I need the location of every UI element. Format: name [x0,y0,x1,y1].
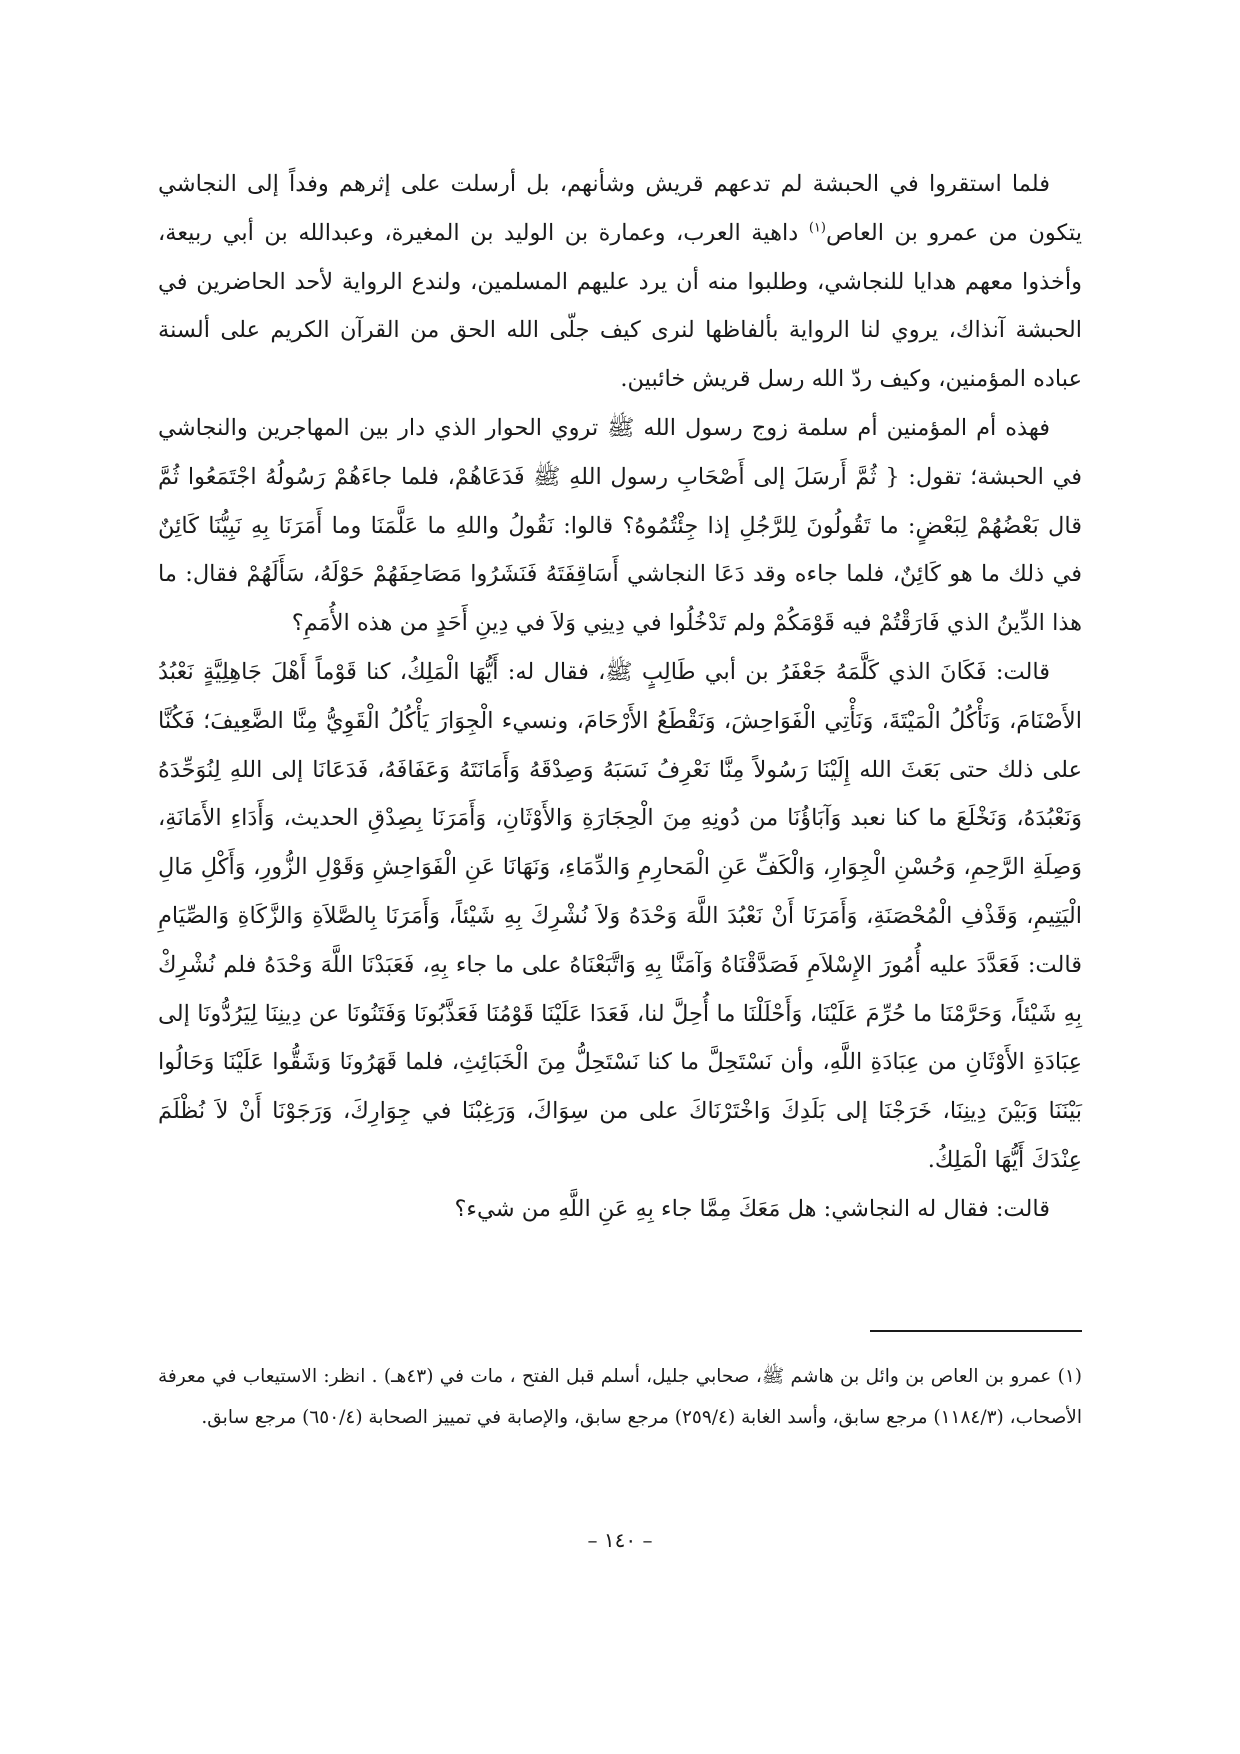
page-number: – ١٤٠ – [587,1528,653,1552]
footnote-reference: (١) [808,220,826,236]
paragraph-1 [158,160,1082,404]
paragraph-2: فهذه أم المؤمنين أم سلمة زوج رسول الله ﷺ تروي الحوار الذي دار بين المهاجرين والنجاشي في الحبشة؛ تقول: { ثُمَّ أَرسَلَ إلى أَصْحَابِ رسول اللهِ ﷺ فَدَعَاهُمْ، فلما جاءَهُمْ رَسُولُهُ اجْتَمَعُوا ثُمَّ قال بَعْضُهُمْ لِبَعْضٍ: ما تَقُولُونَ لِلرَّجُلِ إذا جِئْتُمُوهُ؟ قالوا: نَقُولُ واللهِ ما عَلَّمَنَا وما أَمَرَنَا بِهِ نَبِيُّنَا كَائِنٌ في ذلك ما هو كَائِنٌ، فلما جاءه وقد دَعَا النجاشي أَسَاقِفَتَهُ فَنَشَرُوا مَصَاحِفَهُمْ حَوْلَهُ، سَأَلَهُمْ فقال: ما هذا الدِّينُ الذي فَارَقْتُمْ فيه قَوْمَكُمْ ولم تَدْخُلُوا في دِينِي وَلاَ في دِينِ أَحَدٍ من هذه الأُمَمِ؟ [158,414,1082,637]
paragraph-3: قالت: فَكَانَ الذي كَلَّمَهُ جَعْفَرُ بن أبي طَالِبٍ ﷺ، فقال له: أَيُّهَا الْمَلِكُ، كنا قَوْماً أَهْلَ جَاهِلِيَّةٍ نَعْبُدُ الأَصْنَامَ، وَنَأْكُلُ الْمَيْتَةَ، وَنَأْتِي الْفَوَاحِشَ، وَنَقْطَعُ الأَرْحَامَ، ونسيء الْجِوَارَ يَأْكُلُ الْقَوِيُّ مِنَّا الضَّعِيفَ؛ فَكُنَّا على ذلك حتى بَعَثَ الله إِلَيْنَا رَسُولاً مِنَّا نَعْرِفُ نَسَبَهُ وَصِدْقَهُ وَأَمَانَتَهُ وَعَفَافَهُ، فَدَعَانَا إلى اللهِ لِنُوَحِّدَهُ وَنَعْبُدَهُ، وَنَخْلَعَ ما كنا نعبد وَآبَاؤُنَا من دُونِهِ مِنَ الْحِجَارَةِ وَالأَوْثَانِ، وَأَمَرَنَا بِصِدْقِ الحديث، وَأَدَاءِ الأَمَانَةِ، وَصِلَةِ الرَّحِمِ، وَحُسْنِ الْجِوَارِ، وَالْكَفِّ عَنِ الْمَحارِمِ وَالدِّمَاءِ، وَنَهَانَا عَنِ الْفَوَاحِشِ وَقَوْلِ الزُّورِ، وَأَكْلِ مَالِ الْيَتِيمِ، وَقَذْفِ الْمُحْصَنَةِ، وَأَمَرَنَا أَنْ نَعْبُدَ اللَّهَ وَحْدَهُ وَلاَ نُشْرِكَ بِهِ شَيْئاً، وَأَمَرَنَا بِالصَّلاَةِ وَالزَّكَاةِ وَالصِّيَامِ قالت: فَعَدَّدَ عليه أُمُورَ الإِسْلاَمِ فَصَدَّقْنَاهُ وَآمَنَّا بِهِ وَاتَّبَعْنَاهُ على ما جاء بِهِ، فَعَبَدْنَا اللَّهَ وَحْدَهُ فلم نُشْرِكْ بِهِ شَيْئاً، وَحَرَّمْنَا ما حُرِّمَ عَلَيْنَا، وَأَحْلَلْنَا ما أُحِلَّ لنا، فَعَدَا عَلَيْنَا قَوْمُنَا فَعَذَّبُونَا وَفَتَنُونَا عن دِينِنَا لِيَرُدُّونَا إلى عِبَادَةِ الأَوْثَانِ من عِبَادَةِ اللَّهِ، وأن نَسْتَحِلَّ ما كنا نَسْتَحِلُّ مِنَ الْخَبَائِثِ، فلما قَهَرُونَا وَشَقُّوا عَلَيْنَا وَحَالُوا بَيْنَنَا وَبَيْنَ دِينِنَا، خَرَجْنَا إلى بَلَدِكَ وَاخْتَرْنَاكَ على من سِوَاكَ، وَرَغِبْنَا في جِوَارِكَ، وَرَجَوْنَا أَنْ لاَ نُظْلَمَ عِنْدَكَ أَيُّهَا الْمَلِكُ. [158,658,1082,1173]
footnote-1: (١) عمرو بن العاص بن وائل بن هاشم ﷺ، صحابي جليل، أسلم قبل الفتح ، مات في (٤٣هـ) . انظر: الاستيعاب في معرفة الأصحاب، (١١٨٤/٣) مرجع سابق، وأسد الغابة (٢٥٩/٤) مرجع سابق، والإصابة في تمييز الصحابة (٦٥٠/٤) مرجع سابق. [158,1366,1083,1428]
paragraph-1-text-end: داهية العرب، وعمارة بن الوليد بن المغيرة، وعبدالله بن أبي ربيعة، وأخذوا معهم هدايا للنجاشي، وطلبوا منه أن يرد عليهم المسلمين، ولندع الرواية لأحد الحاضرين في الحبشة آنذاك، يروي لنا الرواية بألفاظها لنرى كيف جلّى الله الحق من القرآن الكريم على ألسنة عباده المؤمنين، وكيف ردّ الله رسل قريش خائبين. [158,219,1082,393]
body-text [158,160,1082,1234]
paragraph-4: قالت: فقال له النجاشي: هل مَعَكَ مِمَّا جاء بِهِ عَنِ اللَّهِ من شيء؟ [454,1195,1050,1222]
footnote-divider [870,1330,1082,1332]
paragraph-1-text-start: فلما استقروا في الحبشة لم تدعهم قريش وشأنهم، بل أرسلت على إثرهم وفداً إلى النجاشي يتكون من عمرو بن العاص [158,171,1082,246]
footnotes [158,1356,1082,1438]
